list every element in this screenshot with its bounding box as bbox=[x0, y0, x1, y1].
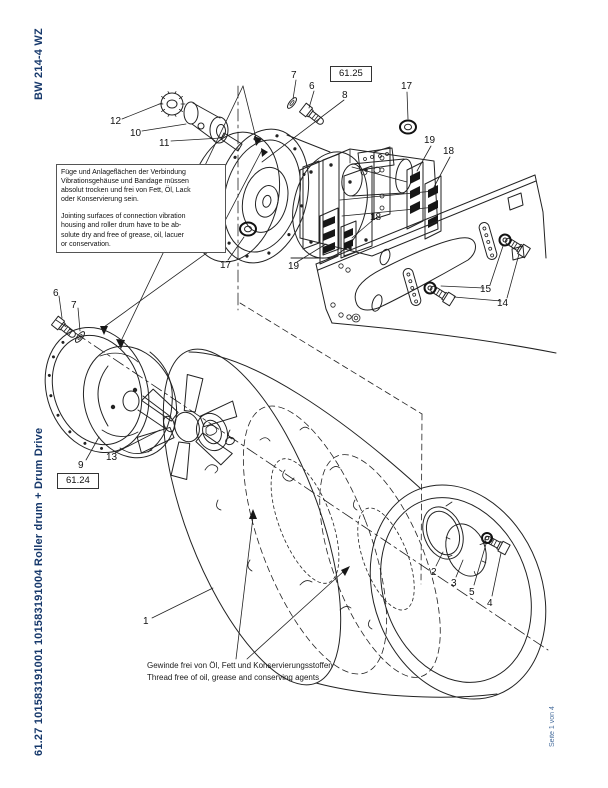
washer-15-upper bbox=[500, 235, 511, 246]
callout-6-lower: 6 bbox=[53, 288, 59, 299]
callout-17-lower: 17 bbox=[220, 260, 232, 271]
washer-15-lower bbox=[425, 283, 436, 294]
fan-coupling bbox=[135, 375, 238, 480]
bolt-6-lower bbox=[51, 316, 78, 340]
callout-8: 8 bbox=[342, 90, 348, 101]
ref-box-61-25: 61.25 bbox=[330, 66, 372, 82]
projection-lines bbox=[240, 303, 422, 584]
callout-17-upper: 17 bbox=[401, 81, 413, 92]
callout-5: 5 bbox=[469, 587, 475, 598]
note-en-line: solute dry and free of grease, oil, lacuer bbox=[61, 231, 184, 239]
callout-3: 3 bbox=[451, 578, 457, 589]
callout-18-center: 18 bbox=[370, 212, 382, 223]
cover-ring bbox=[416, 501, 471, 565]
note-en-line: housing and roller drum have to be ab- bbox=[61, 222, 182, 230]
note-en-line: or conservation. bbox=[61, 240, 111, 248]
mounting-note-box bbox=[56, 164, 226, 253]
note-de-line: Füge und Anlageflächen der Verbindung bbox=[61, 169, 186, 176]
thread-note-german: Gewinde frei von Öl, Fett und Konservierungsstoffen bbox=[147, 661, 333, 670]
callout-10: 10 bbox=[130, 128, 142, 139]
callout-18-upper: 18 bbox=[443, 146, 455, 157]
bolt-14-upper bbox=[503, 235, 530, 258]
callout-6-upper: 6 bbox=[309, 81, 315, 92]
ref-box-61-24: 61.24 bbox=[57, 473, 99, 489]
callout-7-lower: 7 bbox=[71, 300, 77, 311]
callout-4: 4 bbox=[487, 598, 493, 609]
callout-1: 1 bbox=[143, 616, 149, 627]
washer-7-upper bbox=[286, 96, 298, 109]
note-en-line: Jointing surfaces of connection vibration bbox=[61, 213, 186, 221]
machine-model-vertical-label: BW 214-4 WZ bbox=[33, 28, 45, 100]
leader-lines bbox=[59, 80, 519, 618]
note-de-line: Vibrationsgehäuse und Bandage müssen bbox=[61, 178, 189, 186]
callout-12: 12 bbox=[110, 116, 122, 127]
note-de-line: absolut trocken und frei von Fett, Öl, Lack bbox=[61, 187, 191, 195]
thread-note-english: Thread free of oil, grease and conserving agents bbox=[147, 673, 320, 682]
callout-19-upper: 19 bbox=[424, 135, 436, 146]
note-de-line: oder Konservierung sein. bbox=[61, 196, 139, 204]
coupling-parts bbox=[159, 92, 242, 151]
callout-7-upper: 7 bbox=[291, 70, 297, 81]
callout-11: 11 bbox=[159, 138, 170, 149]
chapter-title-vertical-label: 61.27 101583191001 101583191004 Roller drum + Drum Drive bbox=[33, 427, 45, 756]
cover-plate bbox=[439, 518, 494, 582]
callout-19-lower: 19 bbox=[288, 261, 300, 272]
page-number-vertical-label: Seite 1 von 4 bbox=[549, 706, 556, 747]
drum-drive-housing bbox=[28, 313, 192, 471]
travel-gearbox bbox=[300, 147, 438, 256]
callout-14: 14 bbox=[497, 298, 509, 309]
callout-15: 15 bbox=[480, 284, 492, 295]
callout-9: 9 bbox=[78, 460, 84, 471]
callout-13: 13 bbox=[106, 452, 118, 463]
note-gap bbox=[61, 204, 221, 212]
nut-17-upper bbox=[400, 121, 416, 134]
callout-2: 2 bbox=[431, 567, 437, 578]
thread-note-arrows bbox=[236, 509, 350, 659]
nut-17-lower bbox=[240, 223, 256, 236]
